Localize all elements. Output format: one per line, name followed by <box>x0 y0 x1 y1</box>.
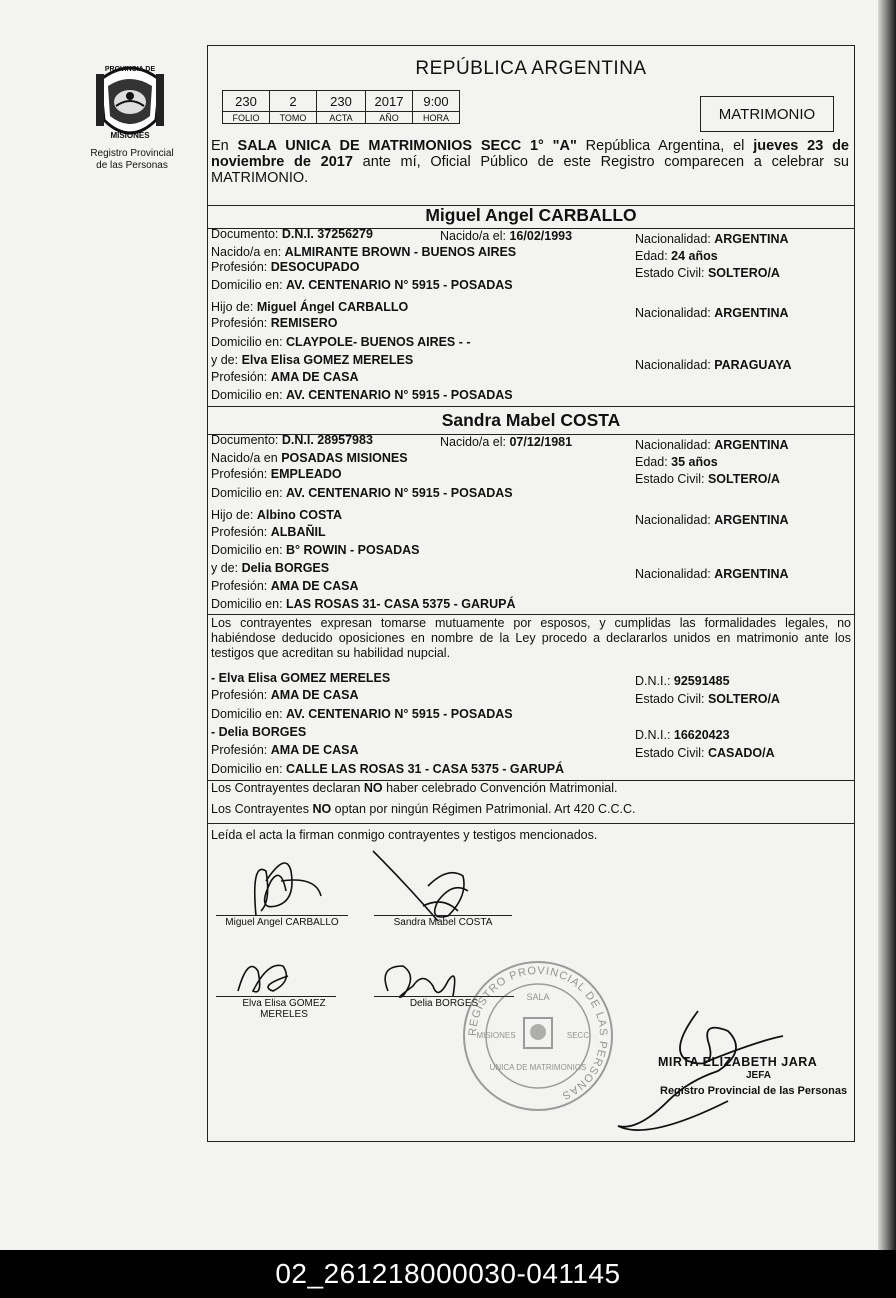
registry-seal-stamp <box>458 956 618 1116</box>
witness2-name: - Delia BORGES <box>211 725 307 739</box>
witness2-profession: Profesión: AMA DE CASA <box>211 743 359 757</box>
svg-text:REGISTRO PROVINCIAL DE LAS PER: REGISTRO PROVINCIAL DE LAS PERSONAS <box>466 964 610 1102</box>
spouse1-mother-nationality: Nacionalidad: PARAGUAYA <box>635 358 792 372</box>
issuer-caption <box>78 148 186 172</box>
spouse1-father-profession: Profesión: REMISERO <box>211 316 338 330</box>
spouse1-nationality: Nacionalidad: ARGENTINA <box>635 232 789 246</box>
signature-label-spouse2: Sandra Mabel COSTA <box>393 917 493 928</box>
tomo-label: TOMO <box>270 112 317 124</box>
document-id: 02_261218000030-041145 <box>275 1258 621 1289</box>
folio-value: 230 <box>223 91 270 112</box>
document-id-bar <box>0 1250 896 1298</box>
spouse1-mother-profession: Profesión: AMA DE CASA <box>211 370 359 384</box>
spouse2-name: Sandra Mabel COSTA <box>441 410 621 430</box>
ano-value: 2017 <box>366 91 413 112</box>
regime-statement: Los Contrayentes NO optan por ningún Régimen Patrimonial. Art 420 C.C.C. <box>211 802 636 816</box>
svg-text:SALA: SALA <box>526 992 550 1002</box>
witness1-profession: Profesión: AMA DE CASA <box>211 688 359 702</box>
spouse1-born-on: Nacido/a el: 16/02/1993 <box>440 229 573 243</box>
spouse1-mother-address: Domicilio en: AV. CENTENARIO N° 5915 - POSADAS <box>211 388 513 402</box>
spouse2-civil-status: Estado Civil: SOLTERO/A <box>635 472 780 486</box>
witness1-address: Domicilio en: AV. CENTENARIO N° 5915 - POSADAS <box>211 707 513 721</box>
spouse1-mother: y de: Elva Elisa GOMEZ MERELES <box>211 353 414 367</box>
spouse1-father: Hijo de: Miguel Ángel CARBALLO <box>211 300 409 314</box>
spouse2-mother-profession: Profesión: AMA DE CASA <box>211 579 359 593</box>
spouse2-mother-nationality: Nacionalidad: ARGENTINA <box>635 567 789 581</box>
spouse1-born-in: Nacido/a en: ALMIRANTE BROWN - BUENOS AIRES <box>211 245 517 259</box>
official-title: JEFA <box>746 1070 772 1081</box>
convention-statement: Los Contrayentes declaran NO haber celebrado Convención Matrimonial. <box>211 781 618 795</box>
acta-label: ACTA <box>317 112 366 124</box>
svg-text:UNICA DE MATRIMONIOS: UNICA DE MATRIMONIOS <box>489 1063 587 1072</box>
spouse1-document: Documento: D.N.I. 37256279 <box>211 227 373 241</box>
spouse2-mother: y de: Delia BORGES <box>211 561 330 575</box>
spouse2-born-on: Nacido/a el: 07/12/1981 <box>440 435 573 449</box>
spouse1-profession: Profesión: DESOCUPADO <box>211 260 360 274</box>
document-title: REPÚBLICA ARGENTINA <box>415 58 647 79</box>
spouse2-father-nationality: Nacionalidad: ARGENTINA <box>635 513 789 527</box>
signature-spouse2 <box>368 846 478 926</box>
spouse1-age: Edad: 24 años <box>635 249 718 263</box>
svg-text:MISIONES: MISIONES <box>476 1031 516 1040</box>
spouse2-father: Hijo de: Albino COSTA <box>211 508 343 522</box>
witness2-dni: D.N.I.: 16620423 <box>635 728 730 742</box>
spouse1-father-address: Domicilio en: CLAYPOLE- BUENOS AIRES - - <box>211 335 471 349</box>
signature-label-witness1: Elva Elisa GOMEZ MERELES <box>242 998 326 1020</box>
spouse2-age: Edad: 35 años <box>635 455 718 469</box>
spouse2-profession: Profesión: EMPLEADO <box>211 467 342 481</box>
spouse2-father-profession: Profesión: ALBAÑIL <box>211 525 326 539</box>
closing-statement: Leída el acta la firman conmigo contrayentes y testigos mencionados. <box>211 828 598 842</box>
spouse2-document: Documento: D.N.I. 28957983 <box>211 433 373 447</box>
witness2-address: Domicilio en: CALLE LAS ROSAS 31 - CASA 5375 - GARUPÁ <box>211 762 565 776</box>
signature-witness1 <box>228 951 298 1001</box>
svg-text:PROVINCIA DE: PROVINCIA DE <box>104 66 156 73</box>
spouse1-father-nationality: Nacionalidad: ARGENTINA <box>635 306 789 320</box>
witness1-dni: D.N.I.: 92591485 <box>635 674 730 688</box>
spouse2-born-in: Nacido/a en POSADAS MISIONES <box>211 451 408 465</box>
spouse2-address: Domicilio en: AV. CENTENARIO N° 5915 - POSADAS <box>211 486 513 500</box>
folio-label: FOLIO <box>223 112 270 124</box>
declaration-paragraph: Los contrayentes expresan tomarse mutuamente por esposos, y cumplidas las formalidades legales, no habiéndose deducido oposiciones en nombre de la Ley procedo a declararlos unidos en matrimonio ante los testigos que acreditan su habilidad nupcial. <box>211 616 851 660</box>
witness1-name: - Elva Elisa GOMEZ MERELES <box>211 671 391 685</box>
acta-value: 230 <box>317 91 366 112</box>
official-office: Registro Provincial de las Personas <box>660 1085 848 1097</box>
svg-text:SECC: SECC <box>566 1031 590 1040</box>
hora-label: HORA <box>413 112 460 124</box>
act-type-box: MATRIMONIO <box>700 96 834 132</box>
spouse2-mother-address: Domicilio en: LAS ROSAS 31- CASA 5375 - GARUPÁ <box>211 597 516 611</box>
spouse1-civil-status: Estado Civil: SOLTERO/A <box>635 266 780 280</box>
signature-label-witness2: Delia BORGES <box>409 998 479 1009</box>
signature-label-spouse1: Miguel Angel CARBALLO <box>225 917 339 928</box>
witness1-civil-status: Estado Civil: SOLTERO/A <box>635 692 780 706</box>
hora-value: 9:00 <box>413 91 460 112</box>
issuer-caption-line2: de las Personas <box>96 160 168 171</box>
spouse1-address: Domicilio en: AV. CENTENARIO N° 5915 - POSADAS <box>211 278 513 292</box>
witness2-civil-status: Estado Civil: CASADO/A <box>635 746 775 760</box>
tomo-value: 2 <box>270 91 317 112</box>
ano-label: AÑO <box>366 112 413 124</box>
official-name: MIRTA ELIZABETH JARA <box>658 1055 818 1069</box>
spouse2-father-address: Domicilio en: B° ROWIN - POSADAS <box>211 543 420 557</box>
spouse2-nationality: Nacionalidad: ARGENTINA <box>635 438 789 452</box>
intro-paragraph: En SALA UNICA DE MATRIMONIOS SECC 1° "A" República Argentina, el jueves 23 de noviembre de 2017 ante mí, Oficial Público de este Registro comparecen a celebrar su MATRIMONIO. <box>211 138 849 186</box>
page-edge <box>878 0 896 1250</box>
provincial-coat-of-arms-logo <box>90 60 170 144</box>
signature-spouse1 <box>226 841 326 921</box>
issuer-caption-line1: Registro Provincial <box>90 148 174 159</box>
certificate-frame <box>207 45 855 1142</box>
registry-table <box>222 90 460 124</box>
svg-text:MISIONES: MISIONES <box>110 131 150 140</box>
spouse1-name: Miguel Angel CARBALLO <box>425 205 637 225</box>
